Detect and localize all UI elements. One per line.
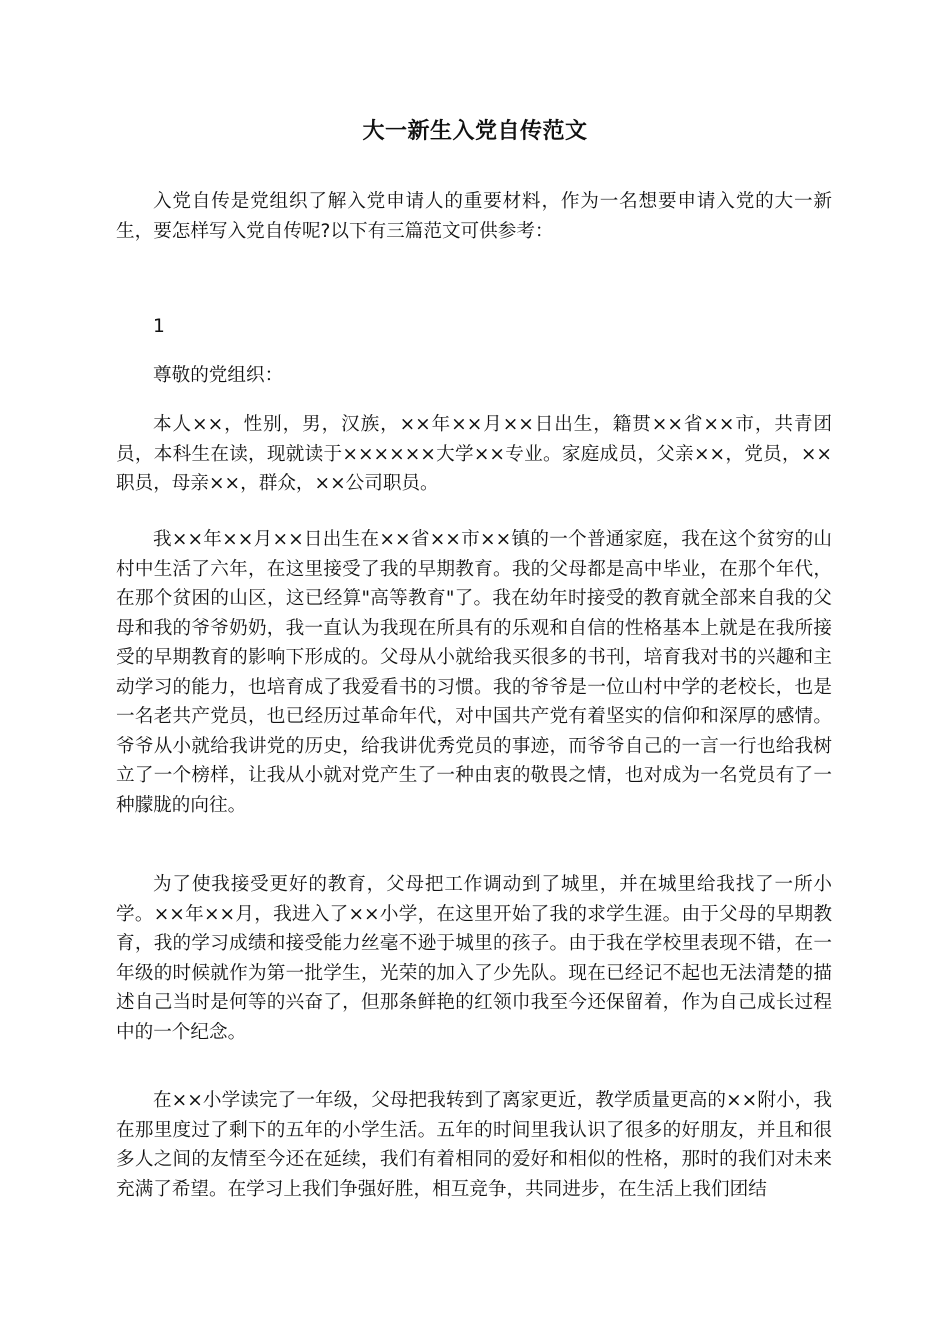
body-paragraph: 在××小学读完了一年级，父母把我转到了离家更近，教学质量更高的××附小，我在那里度过了剩下的五年的小学生活。五年的时间里我认识了很多的好朋友，并且和很多人之间的友情至今还在延续，我们有着相同的爱好和相似的性格，那时的我们对未来充满了希望。在学习上我们争强好胜，相互竞争，共同进步，在生活上我们团结	[116, 1090, 832, 1200]
body-paragraph: 我××年××月××日出生在××省××市××镇的一个普通家庭，我在这个贫穷的山村中生活了六年，在这里接受了我的早期教育。我的父母都是高中毕业，在那个年代，在那个贫困的山区，这已经算"高等教育"了。我在幼年时接受的教育就全部来自我的父母和我的爷爷奶奶，我一直认为我现在所具有的乐观和自信的性格基本上就是在我所接受的早期教育的影响下形成的。父母从小就给我买很多的书刊，培育我对书的兴趣和主动学习的能力，也培育成了我爱看书的习惯。我的爷爷是一位山村中学的老校长，也是一名老共产党员，也已经历过革命年代，对中国共产党有着坚实的信仰和深厚的感情。爷爷从小就给我讲党的历史，给我讲优秀党员的事迹，而爷爷自己的一言一行也给我树立了一个榜样，让我从小就对党产生了一种由衷的敬畏之情，也对成为一名党员有了一种朦胧的向往。	[116, 529, 832, 816]
document-title: 大一新生入党自传范文	[362, 119, 588, 144]
intro-paragraph: 入党自传是党组织了解入党申请人的重要材料，作为一名想要申请入党的大一新生，要怎样写入党自传呢?以下有三篇范文可供参考：	[116, 191, 832, 242]
body-paragraph: 为了使我接受更好的教育，父母把工作调动到了城里，并在城里给我找了一所小学。××年××月，我进入了××小学，在这里开始了我的求学生涯。由于父母的早期教育，我的学习成绩和接受能力丝毫不逊于城里的孩子。由于我在学校里表现不错，在一年级的时候就作为第一批学生，光荣的加入了少先队。现在已经记不起也无法清楚的描述自己当时是何等的兴奋了，但那条鲜艳的红领巾我至今还保留着，作为自己成长过程中的一个纪念。	[116, 874, 832, 1043]
body-paragraph: 本人××，性别，男，汉族，××年××月××日出生，籍贯××省××市，共青团员，本科生在读，现就读于××××××大学××专业。家庭成员，父亲××，党员，××职员，母亲××，群众，××公司职员。	[116, 414, 832, 494]
section-number: 1	[153, 316, 165, 337]
greeting: 尊敬的党组织：	[153, 365, 284, 386]
